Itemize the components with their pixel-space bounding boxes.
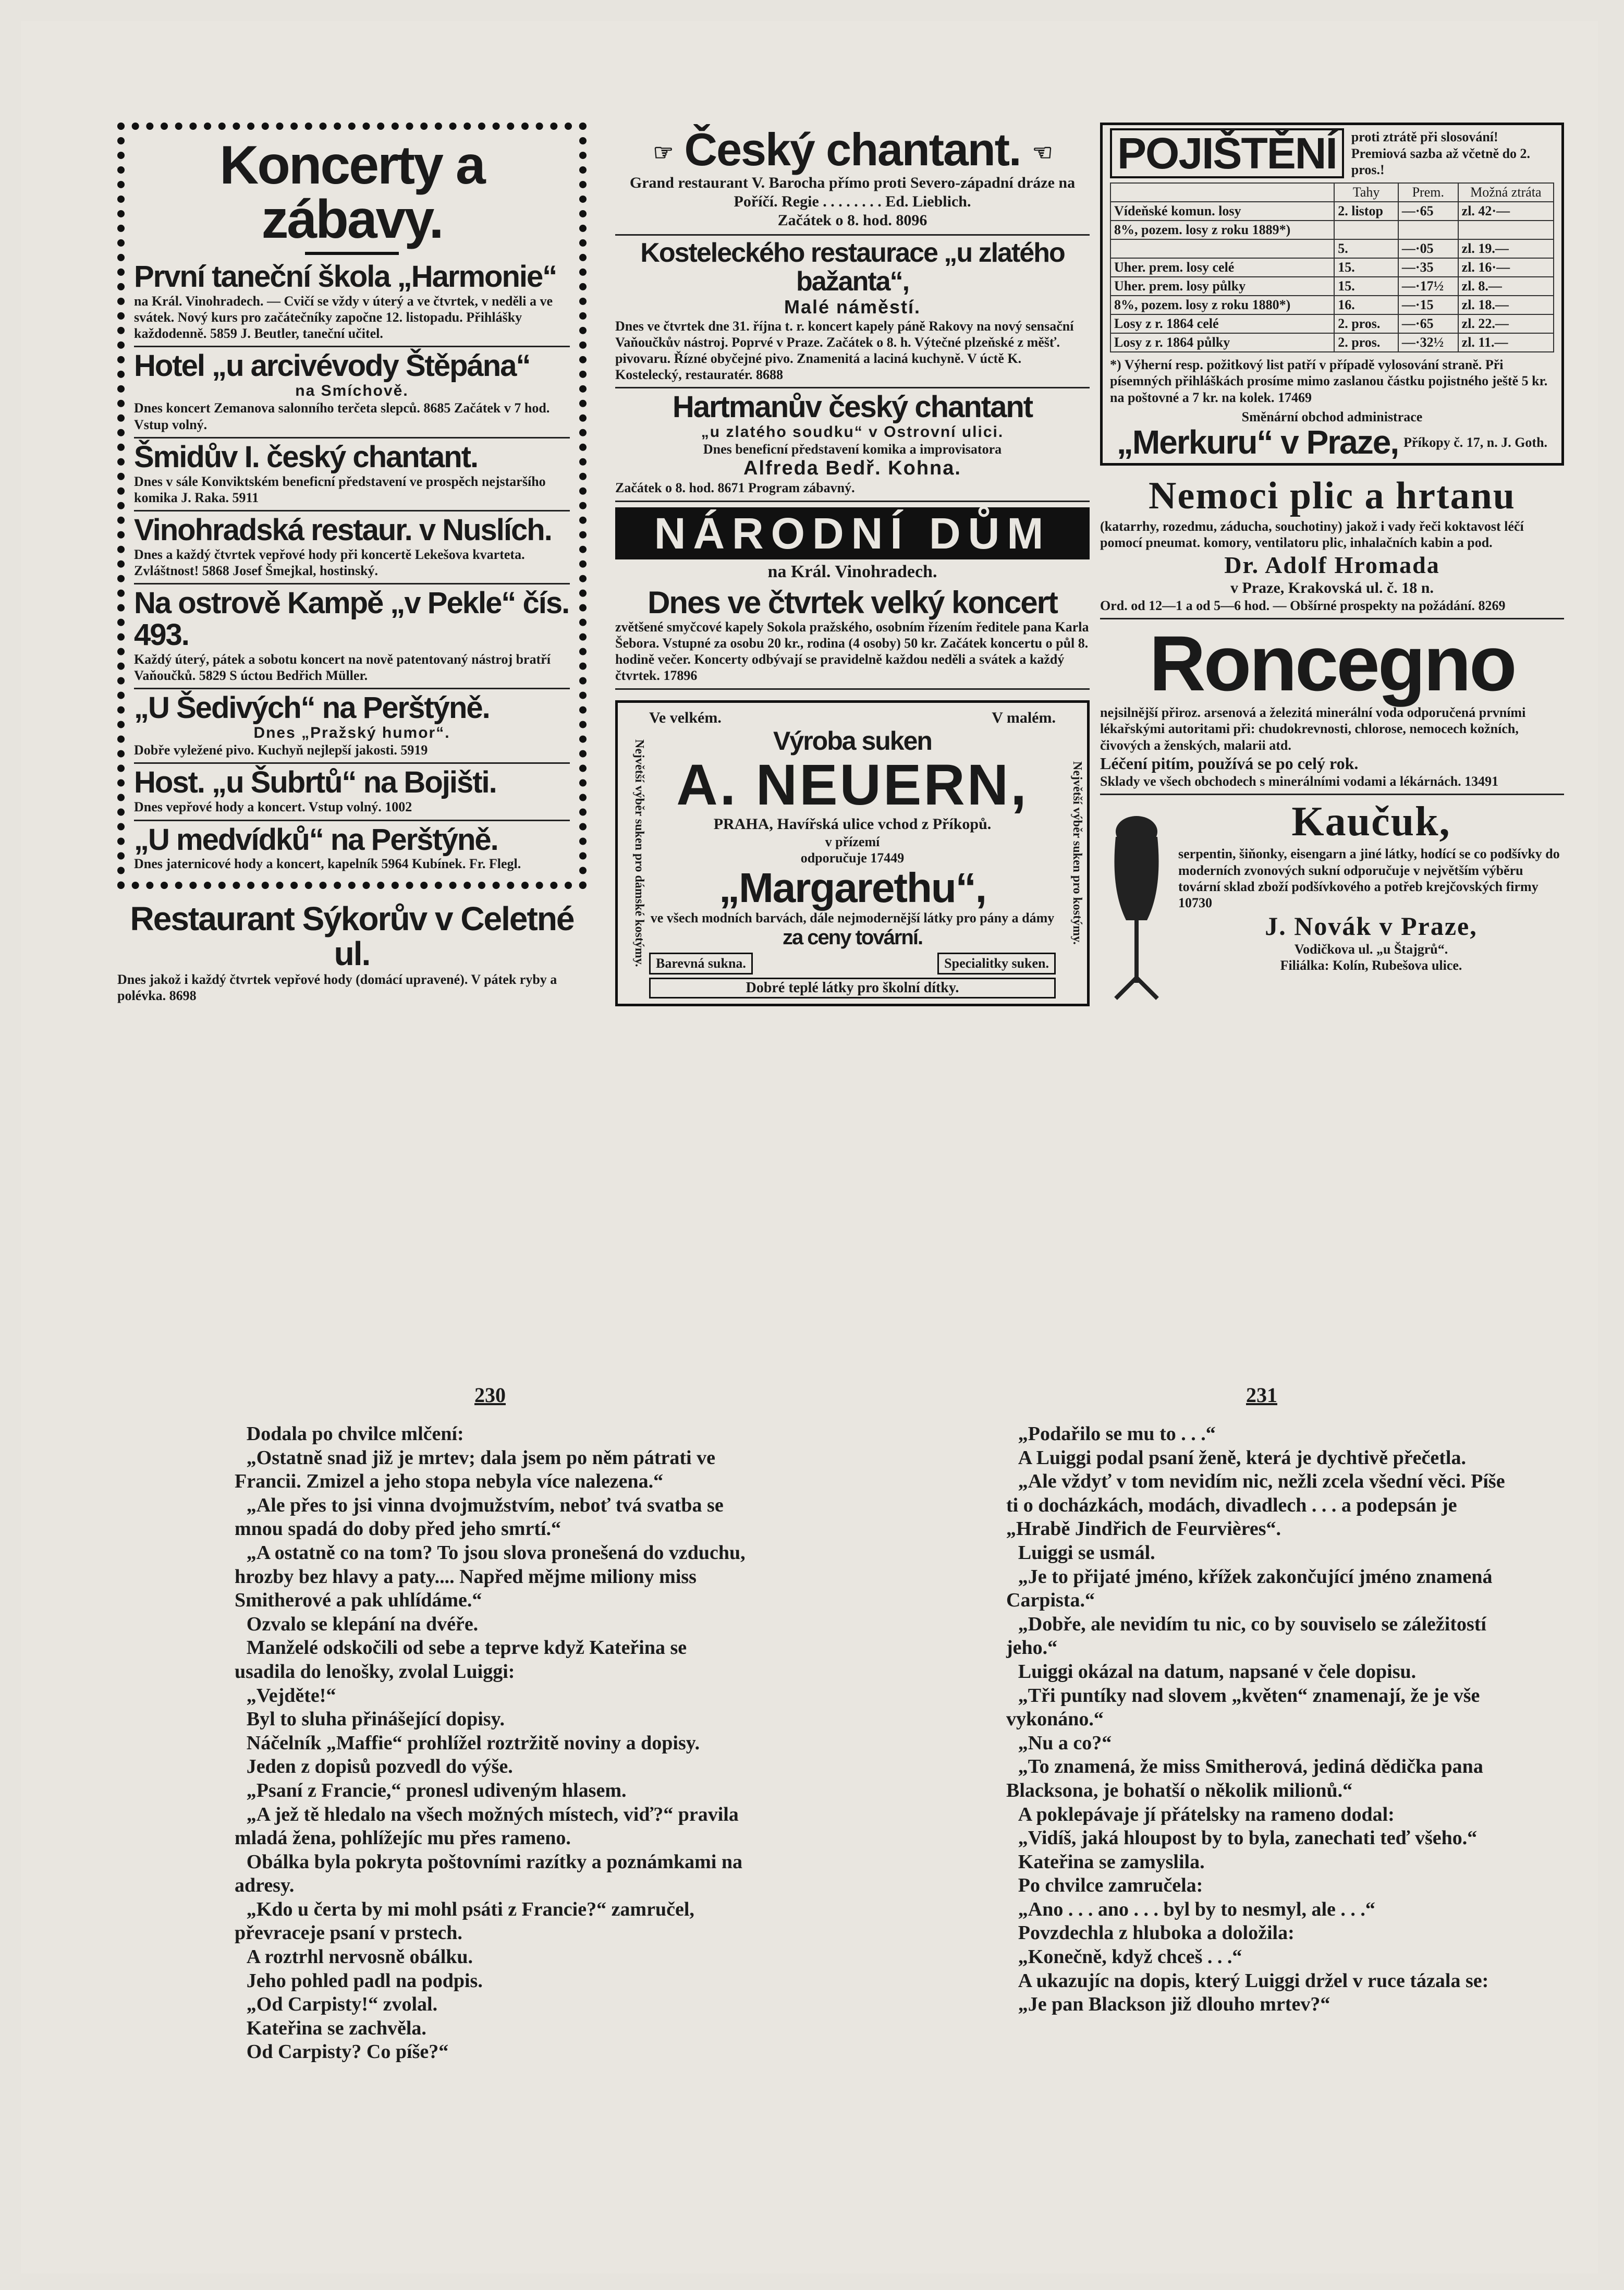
concert-ad — [134, 689, 570, 764]
table-cell: —·17½ — [1398, 277, 1458, 296]
table-cell: —·65 — [1398, 314, 1458, 333]
hromada-addr: v Praze, Krakovská ul. č. 18 n. — [1230, 579, 1434, 596]
column-chantant — [615, 123, 1090, 1006]
merkur-title: „Merkuru“ v Praze, — [1116, 423, 1399, 461]
hartman-text: Dnes beneficní představení komika a improvisatora — [703, 442, 1002, 457]
table-cell — [1110, 239, 1334, 258]
koncert-text: zvětšené smyčcové kapely Sokola pražského, osobním řízením ředitele pana Karla Šebora. Vstupné za osobu 20 kr., rodina (4 osoby) 50 kr. Začátek koncertu o půl 8. hodině večer. Koncerty odbývají se pravidelně každou neděli a svátek a každý čtvrtek. 17896 — [615, 619, 1089, 684]
concert-ad-sub: na Smíchově. — [295, 382, 409, 400]
novak-addr: Vodičkova ul. „u Štajgrů“. — [1294, 942, 1448, 957]
chantant-start: Začátek o 8. hod. 8096 — [777, 212, 927, 229]
table-cell: Vídeňské komun. losy — [1110, 202, 1334, 221]
pojisteni-title: POJIŠTĚNÍ — [1110, 128, 1344, 178]
table-cell — [1458, 221, 1554, 239]
table-header-cell: Možná ztráta — [1458, 183, 1554, 202]
concerts-frame — [117, 123, 587, 889]
kostelecky-head: Kosteleckého restaurace „u zlatého bažanta“, — [640, 238, 1065, 297]
insurance-note: *) Výherní resp. požitkový list patří v případě vylosování straně. Při písemných přihláškách prosíme mimo zaslanou částku pojistného ještě 5 kr. na poštovné a 7 kr. na kolek. 17469 — [1110, 357, 1548, 405]
concert-ad-head: Vinohradská restaur. v Nuslích. — [134, 513, 552, 547]
page-number-right: 231 — [1246, 1383, 1277, 1407]
concert-ad-text: na Král. Vinohradech. — Cvičí se vždy v úterý a ve čtvrtek, v neděli a ve svátek. Nový kurs pro začátečníky započne 12. listopadu. Přihlášky každodenně. 5859 J. Beutler, taneční učitel. — [134, 293, 553, 342]
paragraph: „Ale vždyť v tom nevidím nic, nežli zcela všední věci. Píše ti o docházkách, modách, divadlech . . . a podepsán je „Hrabě Jindřich de Feurvières“. — [1006, 1470, 1505, 1540]
table-cell: zl. 16·— — [1458, 258, 1554, 277]
neuern-addr: PRAHA, Havířská ulice vchod z Příkopů. — [713, 815, 992, 833]
paragraph: „Psaní z Francie,“ pronesl udiveným hlasem. — [246, 1779, 627, 1801]
dress-form-icon — [1100, 806, 1173, 1004]
paragraph: Byl to sluha přinášející dopisy. — [246, 1708, 505, 1731]
table-cell: 2. pros. — [1334, 333, 1398, 352]
column-insurance — [1100, 123, 1564, 978]
chantant-text: Grand restaurant V. Barocha přímo proti Severo-západní dráze na Poříčí. Regie . . . . . . . . Ed. Lieblich. — [629, 174, 1076, 211]
paragraph: A Luiggi podal psaní ženě, která je dychtivě přečetla. — [1018, 1446, 1466, 1469]
concert-ad-head: První taneční škola „Harmonie“ — [134, 260, 557, 294]
hartman-sub: „u zlatého soudku“ v Ostrovní ulici. — [701, 423, 1004, 441]
concert-ad-text: Dnes vepřové hody a koncert. Vstup volný. 1002 — [134, 799, 412, 815]
neuern-colors: ve všech modních barvách, dále nejmodernější látky pro pány a dámy — [650, 910, 1055, 926]
table-cell: Losy z r. 1864 půlky — [1110, 333, 1334, 352]
concerts-title: Koncerty a zábavy. — [219, 135, 484, 250]
paragraph: „Vejděte!“ — [246, 1684, 336, 1707]
paragraph: Kateřina se zamyslila. — [1018, 1850, 1205, 1873]
insurance-table-header — [1110, 183, 1554, 202]
paragraph: „Konečně, když chceš . . .“ — [1018, 1946, 1242, 1968]
roncegno-ad — [1100, 619, 1564, 796]
paragraph: „Podařilo se mu to . . .“ — [1018, 1423, 1216, 1445]
roncegno-text: nejsilnější přiroz. arsenová a železitá minerální voda odporučená prvními lékařskými autoritami při: chudokrevnosti, chlorose, nemocech kožních, čivových a ženských, malarii atd. — [1100, 705, 1526, 753]
paragraph: „Je to přijaté jméno, křížek zakončující jméno znamená Carpista.“ — [1006, 1565, 1493, 1612]
paragraph: A poklepávaje jí přátelsky na rameno dodal: — [1018, 1803, 1395, 1825]
table-cell: Uher. prem. losy půlky — [1110, 277, 1334, 296]
table-cell: zl. 42·— — [1458, 202, 1554, 221]
kaucuk-ad — [1100, 795, 1564, 978]
narodni-dum-ad — [615, 502, 1090, 690]
concert-ad — [134, 764, 570, 821]
paragraph: Jeden z dopisů pozvedl do výše. — [246, 1756, 513, 1778]
novak-name: J. Novák v Praze, — [1265, 911, 1478, 941]
neuern-retail: V malém. — [992, 709, 1056, 726]
hartman-head: Hartmanův český chantant — [672, 390, 1033, 424]
specialitky: Specialitky suken. — [937, 953, 1056, 975]
concert-ad — [134, 584, 570, 689]
neuern-price: za ceny tovární. — [782, 925, 923, 949]
table-cell: zl. 22.— — [1458, 314, 1554, 333]
paragraph: Od Carpisty? Co píše?“ — [246, 2041, 449, 2063]
divider — [305, 252, 399, 255]
paragraph: Ozvalo se klepání na dvéře. — [246, 1613, 479, 1635]
paragraph: Dodala po chvilce mlčení: — [246, 1423, 464, 1445]
concert-ad-head: Hotel „u arcivévody Štěpána“ — [134, 349, 530, 383]
neuern-vertical-left: Největší výběr suken pro dámské kostýmy. — [632, 739, 646, 967]
table-cell: 8%, pozem. losy z roku 1880*) — [1110, 296, 1334, 314]
paragraph: „Ostatně snad již je mrtev; dala jsem po něm pátrati ve Francii. Zmizel a jeho stopa nebyla více nalezena.“ — [235, 1446, 715, 1493]
hromada-hours: Ord. od 12—1 a od 5—6 hod. — Obšírné prospekty na požádání. 8269 — [1100, 598, 1506, 613]
neuern-vertical-right: Největší výběr suken pro kostýmy. — [1070, 761, 1084, 945]
table-row — [1110, 202, 1554, 221]
hartman-ad — [615, 388, 1090, 502]
neuern-ad — [615, 700, 1090, 1006]
novel-page-left — [235, 1383, 746, 2064]
table-cell: 5. — [1334, 239, 1398, 258]
table-cell: 15. — [1334, 258, 1398, 277]
neuern-wholesale: Ve velkém. — [649, 709, 722, 726]
novak-branch: Filiálka: Kolín, Rubešova ulice. — [1280, 958, 1462, 973]
right-text-block — [1006, 1422, 1517, 2017]
left-text-block — [235, 1422, 746, 2064]
insurance-table — [1110, 182, 1554, 352]
page-number-left: 230 — [474, 1383, 506, 1407]
nemoci-text: (katarrhy, rozedmu, záducha, souchotiny) jakož i vady řeči koktavost léčí pomocí pneumat. komory, ventilatoru plic, inhalačních kabin a pod. — [1100, 519, 1524, 551]
concert-ad-sub: Dnes „Pražský humor“. — [253, 724, 450, 742]
merkur-addr: Příkopy č. 17, n. J. Goth. — [1403, 434, 1548, 450]
table-cell: —·05 — [1398, 239, 1458, 258]
table-row — [1110, 239, 1554, 258]
concert-ad-text: Každý úterý, pátek a sobotu koncert na nově patentovaný nástroj bratří Vaňoučků. 5829 S úctou Bedřich Müller. — [134, 652, 551, 684]
pojisteni-ad — [1100, 123, 1564, 466]
table-cell: —·32½ — [1398, 333, 1458, 352]
pojisteni-side: proti ztrátě při slosování! Premiová sazba až včetně do 2. pros.! — [1351, 129, 1531, 177]
paragraph: Luiggi se usmál. — [1018, 1541, 1155, 1564]
table-row — [1110, 277, 1554, 296]
concert-ad — [134, 258, 570, 347]
table-cell: —·65 — [1398, 202, 1458, 221]
hartman-foot: Začátek o 8. hod. 8671 Program zábavný. — [615, 480, 855, 496]
paragraph: „Vidíš, jaká hloupost by to byla, zanechati teď všeho.“ — [1018, 1827, 1478, 1849]
concert-ad-head: Host. „u Šubrtů“ na Bojišti. — [134, 765, 496, 800]
sykora-ad — [117, 898, 587, 1008]
paragraph: „Od Carpisty!“ zvolal. — [246, 1993, 438, 2016]
table-header-cell — [1110, 183, 1334, 202]
concert-ad-head: Šmidův I. český chantant. — [134, 440, 478, 474]
kaucuk-text: serpentin, šiňonky, eisengarn a jiné látky, hodící se co podšívky do moderních zvonových sukní odporučuje v největším výběru tovární sklad zboží podšívkového a potřeb krejčovských firmy 10730 — [1178, 846, 1560, 910]
insurance-table-body — [1110, 202, 1554, 352]
table-cell: —·35 — [1398, 258, 1458, 277]
table-row — [1110, 296, 1554, 314]
nemoci-ad — [1100, 471, 1564, 619]
paragraph: Obálka byla pokryta poštovními razítky a poznámkami na adresy. — [235, 1850, 742, 1897]
paragraph: Po chvilce zamručela: — [1018, 1874, 1203, 1897]
table-cell: 15. — [1334, 277, 1398, 296]
paragraph: „Dobře, ale nevidím tu nic, co by souviselo se záležitostí jeho.“ — [1006, 1613, 1486, 1659]
paragraph: Náčelník „Maffie“ prohlížel roztržitě noviny a dopisy. — [246, 1732, 700, 1754]
table-cell — [1398, 221, 1458, 239]
pointing-hand-icon: ☜ — [1032, 140, 1052, 166]
table-cell: zl. 11.— — [1458, 333, 1554, 352]
paragraph: Kateřina se zachvěla. — [246, 2017, 426, 2039]
table-row — [1110, 258, 1554, 277]
concert-ad-head: „U Šedivých“ na Perštýně. — [134, 691, 490, 725]
dobre-latky: Dobré teplé látky pro školní dítky. — [649, 978, 1056, 998]
table-cell: 2. listop — [1334, 202, 1398, 221]
barevna-sukna: Barevná sukna. — [649, 953, 753, 975]
concert-ads-list — [134, 258, 570, 876]
paragraph: „Ale přes to jsi vinna dvojmužstvím, neboť tvá svatba se mnou spadá do doby před jeho smrtí.“ — [235, 1494, 724, 1540]
table-cell: Losy z r. 1864 celé — [1110, 314, 1334, 333]
paragraph: „Kdo u čerta by mi mohl psáti z Francie?“ zamručel, převraceje psaní v prstech. — [235, 1898, 694, 1944]
table-row — [1110, 333, 1554, 352]
neuern-rec: odporučuje 17449 — [800, 850, 905, 866]
table-cell: 16. — [1334, 296, 1398, 314]
concert-ad-text: Dnes v sále Konviktském beneficní představení ve prospěch nejstaršího komika J. Raka. 5911 — [134, 473, 546, 505]
novel-page-right — [1006, 1383, 1517, 2017]
table-row — [1110, 221, 1554, 239]
concert-ad-text: Dnes koncert Zemanova salonního terčeta slepců. 8685 Začátek v 7 hod. Vstup volný. — [134, 400, 550, 432]
narodni-sub: na Král. Vinohradech. — [767, 562, 937, 581]
table-cell: 2. pros. — [1334, 314, 1398, 333]
paragraph: „Je pan Blackson již dlouho mrtev?“ — [1018, 1993, 1330, 2016]
table-header-cell: Tahy — [1334, 183, 1398, 202]
paragraph: A ukazujíc na dopis, který Luiggi držel v ruce tázala se: — [1018, 1969, 1489, 1992]
koncert-head: Dnes ve čtvrtek velký koncert — [648, 584, 1057, 620]
paragraph: Manželé odskočili od sebe a teprve když Kateřina se usadila do lenošky, zvolal Luiggi: — [235, 1637, 687, 1683]
concert-ad — [134, 821, 570, 876]
table-cell — [1334, 221, 1398, 239]
table-header-cell: Prem. — [1398, 183, 1458, 202]
paragraph: Jeho pohled padl na podpis. — [246, 1969, 483, 1992]
table-cell: zl. 18.— — [1458, 296, 1554, 314]
sykora-head: Restaurant Sýkorův v Celetné ul. — [130, 899, 574, 972]
table-cell: —·15 — [1398, 296, 1458, 314]
kaucuk-title: Kaučuk, — [1291, 799, 1451, 845]
concert-ad-head: Na ostrově Kampě „v Pekle“ čís. 493. — [134, 586, 569, 652]
pointing-hand-icon: ☞ — [653, 140, 673, 166]
table-cell: Uher. prem. losy celé — [1110, 258, 1334, 277]
table-cell: zl. 19.— — [1458, 239, 1554, 258]
paragraph: „To znamená, že miss Smitherová, jediná dědička pana Blacksona, je bohatší o několik milionů.“ — [1006, 1756, 1483, 1801]
concert-ad-head: „U medvídků“ na Perštýně. — [134, 822, 498, 857]
hartman-name: Alfreda Bedř. Kohna. — [743, 457, 961, 480]
narodni-dum-title: NÁRODNÍ DŮM — [615, 507, 1090, 559]
paragraph: „A ostatně co na tom? To jsou slova pronešená do vzduchu, hrozby bez hlavy a paty.... Napřed mějme miliony miss Smitherové a pak uhlídáme.“ — [235, 1541, 746, 1612]
margaretha: „Margarethu“, — [719, 864, 986, 911]
column-concerts — [117, 123, 587, 1008]
cesky-chantant-ad — [615, 123, 1090, 236]
roncegno-foot: Sklady ve všech obchodech s minerálními vodami a lékárnách. 13491 — [1100, 774, 1499, 789]
table-cell: zl. 8.— — [1458, 277, 1554, 296]
chantant-title: Český chantant. — [684, 124, 1021, 175]
concert-ad-text: Dnes a každý čtvrtek vepřové hody při koncertě Lekešova kvarteta. Zvláštnost! 5868 Josef Šmejkal, hostinský. — [134, 546, 525, 579]
sykora-text: Dnes jakož i každý čtvrtek vepřové hody (domácí upravené). V pátek ryby a polévka. 8698 — [117, 972, 557, 1004]
kostelecky-sub: Malé náměstí. — [784, 296, 921, 318]
neuern-name: A. NEUERN, — [676, 752, 1029, 817]
concert-ad-text: Dnes jaternicové hody a koncert, kapelník 5964 Kubínek. Fr. Flegl. — [134, 856, 521, 872]
paragraph: „A jež tě hledalo na všech možných místech, viď?“ pravila mladá žena, pohlížejíc mu přes rameno. — [235, 1803, 739, 1849]
concert-ad — [134, 438, 570, 511]
roncegno-title: Roncegno — [1149, 619, 1515, 707]
paragraph: Povzdechla z hluboka a doložila: — [1018, 1922, 1295, 1944]
paragraph: „Tři puntíky nad slovem „květen“ znamenají, že je vše vykonáno.“ — [1006, 1684, 1480, 1731]
concert-ad-text: Dobře vyležené pivo. Kuchyň nejlepší jakosti. 5919 — [134, 742, 428, 758]
neuern-in: v přízemí — [825, 834, 880, 850]
paragraph: „Ano . . . ano . . . byl by to nesmyl, ale . . .“ — [1018, 1898, 1375, 1920]
paragraph: A roztrhl nervosně obálku. — [246, 1946, 473, 1968]
newspaper-page — [21, 21, 1598, 2273]
roncegno-cure: Léčení pitím, používá se po celý rok. — [1100, 753, 1359, 773]
kostelecky-ad — [615, 236, 1090, 388]
paragraph: „Nu a co?“ — [1018, 1732, 1112, 1754]
merkur-line: Směnární obchod administrace — [1241, 409, 1423, 424]
table-cell: 8%, pozem. losy z roku 1889*) — [1110, 221, 1334, 239]
table-row — [1110, 314, 1554, 333]
kostelecky-text: Dnes ve čtvrtek dne 31. října t. r. koncert kapely páně Rakovy na nový sensační Vaňoučkův nástroj. Poprvé v Praze. Začátek o 8. h. Výtečné plzeňské z měšť. pivovaru. Řízné obyčejné pivo. Znamenitá a laciná kuchyně. V úctě K. Kostelecký, restauratér. 8688 — [615, 318, 1074, 383]
concert-ad — [134, 347, 570, 438]
neuern-line1: Výroba suken — [773, 726, 932, 756]
concert-ad — [134, 511, 570, 584]
nemoci-title: Nemoci plic a hrtanu — [1149, 474, 1516, 518]
paragraph: Luiggi okázal na datum, napsané v čele dopisu. — [1018, 1660, 1417, 1683]
hromada-name: Dr. Adolf Hromada — [1224, 551, 1440, 578]
